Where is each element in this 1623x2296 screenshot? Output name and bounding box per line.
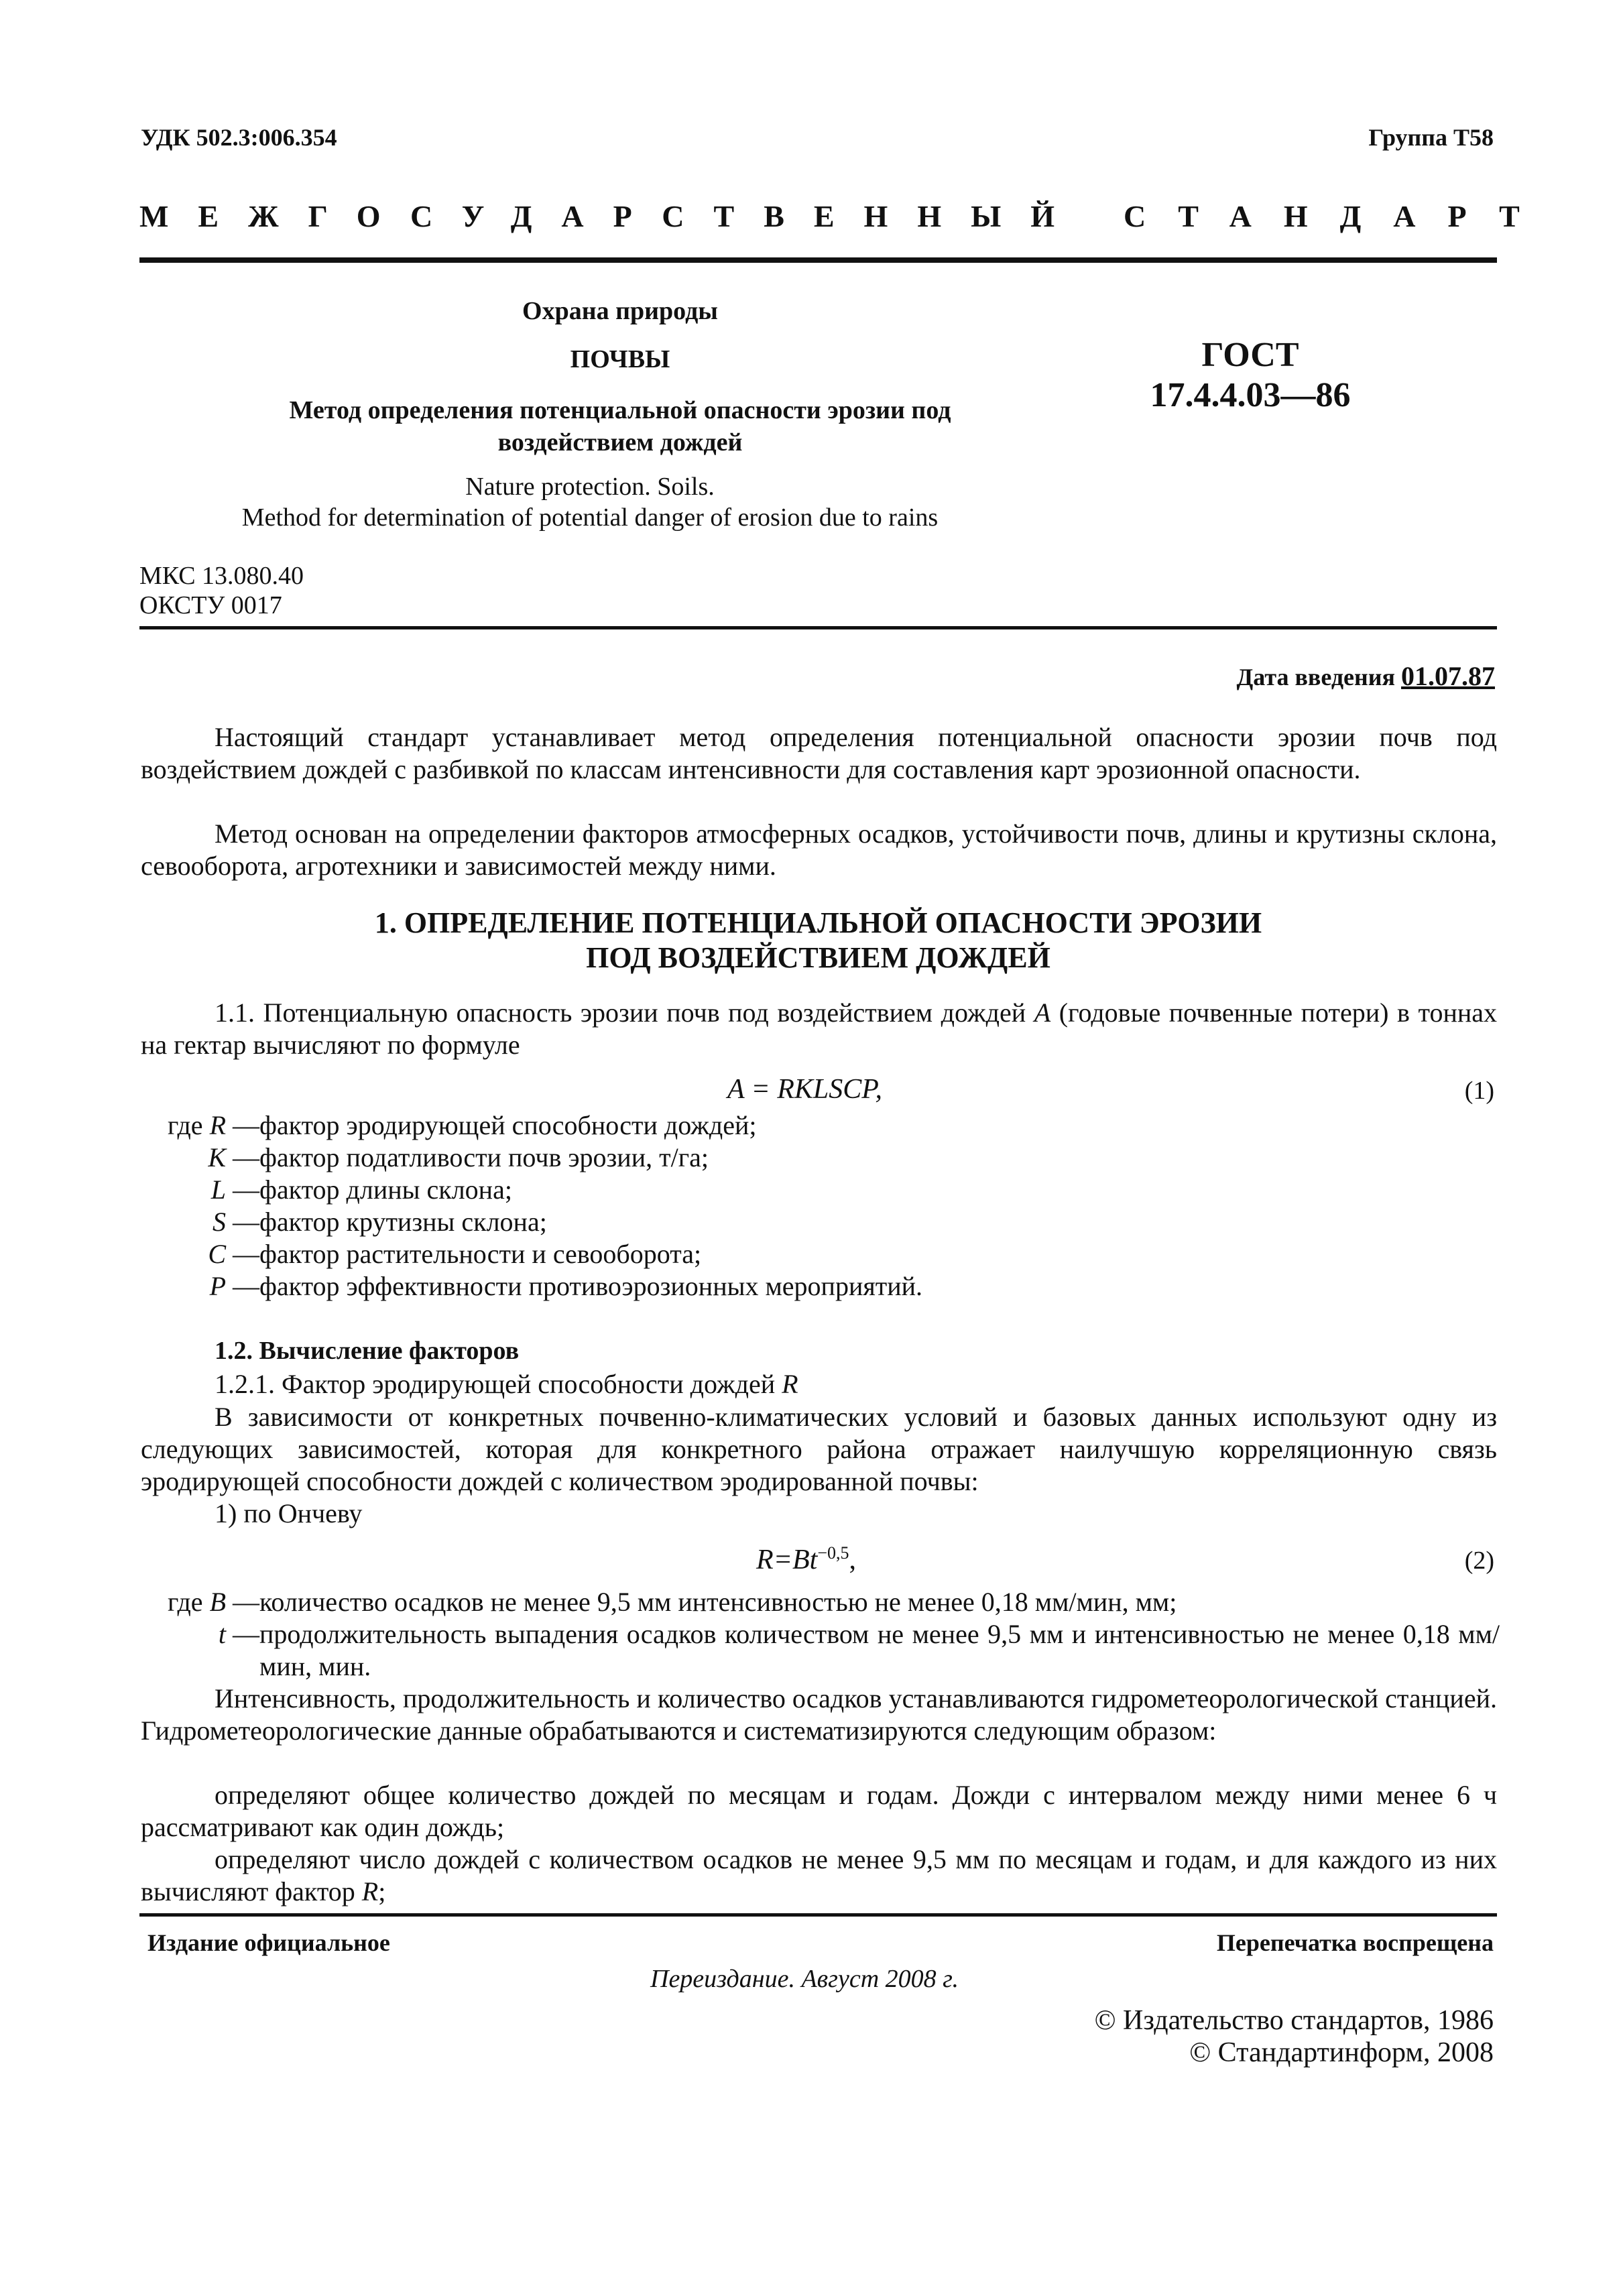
section-1-heading <box>139 906 1497 975</box>
reprint-prohibited: Перепечатка воспрещена <box>1216 1929 1494 1956</box>
copyright-standartinform: © Стандартинформ, 2008 <box>1189 2037 1494 2068</box>
interstate-banner-left: МЕЖГОСУДАРСТВЕННЫЙ <box>139 199 1085 233</box>
paragraph-1-1: 1.1. Потенциальную опасность эрозии почв под воздействием дождей A (годовые почвенные потери) в тоннах на гектар вычисляют по формуле <box>141 998 1498 1060</box>
subsection-1-2-heading: 1.2. Вычисление факторов <box>215 1337 520 1365</box>
definition-p: P — фактор эффективности противоэрозионных мероприятий. <box>209 1271 923 1301</box>
copyright-block <box>1095 2004 1494 2069</box>
gost-designation <box>1140 335 1361 416</box>
formula-1-definitions <box>125 1109 1500 1303</box>
definition-t: t — продолжительность выпадения осадков количеством не менее 9,5 мм и интенсивностью не менее 0,18 мм/мин, мин. <box>218 1619 1500 1681</box>
title-bottom-rule <box>139 626 1497 629</box>
method-item-1: 1) по Oнчеву <box>215 1498 363 1528</box>
section-1-heading-line2: ПОД ВОЗДЕЙСТВИЕМ ДОЖДЕЙ <box>586 941 1050 974</box>
introduction-date-label: Дата введения <box>1236 664 1395 690</box>
section-1-heading-line1: 1. ОПРЕДЕЛЕНИЕ ПОТЕНЦИАЛЬНОЙ ОПАСНОСТИ ЭРОЗИИ <box>374 906 1262 939</box>
reissue-note: Переиздание. Август 2008 г. <box>650 1965 959 1993</box>
formula-1-number: (1) <box>1464 1077 1494 1105</box>
gost-label: ГОСТ <box>1201 336 1299 374</box>
formula-2-definitions <box>125 1586 1500 1683</box>
udk-code: УДК 502.3:006.354 <box>141 124 337 151</box>
okstu-code: ОКСТУ 0017 <box>139 591 282 619</box>
formula-2: $R=Bt^{-0,5}$, <box>756 1543 856 1575</box>
group-code: Группа Т58 <box>1368 124 1494 151</box>
classification-codes <box>139 561 304 620</box>
introduction-date-value: 01.07.87 <box>1401 661 1495 691</box>
interstate-banner-right: СТАНДАРТ <box>1124 199 1552 233</box>
rain-count-paragraph: определяют общее количество дождей по месяцам и годам. Дожди с интервалом между ними менее 6 ч рассматривают как один дождь; <box>141 1780 1497 1842</box>
formula-2-number: (2) <box>1464 1547 1494 1575</box>
title-line-rains: воздействием дождей <box>497 428 743 457</box>
title-line-method: Метод определения потенциальной опасности эрозии под <box>289 396 951 424</box>
title-line-nature-protection: Охрана природы <box>522 297 718 325</box>
english-title <box>168 471 1012 533</box>
intro-paragraph-2: Метод основан на определении факторов атмосферных осадков, устойчивости почв, длины и крутизны склона, севооборота, агротехники и зависимостей между ними. <box>141 819 1497 881</box>
definition-s: S — фактор крутизны склона; <box>213 1207 547 1237</box>
intro-paragraph-1: Настоящий стандарт устанавливает метод определения потенциальной опасности эрозии почв под воздействием дождей с разбивкой по классам интенсивности для составления карт эрозионной опасности. <box>141 722 1497 784</box>
definition-b: где B — количество осадков не менее 9,5 мм интенсивностью не менее 0,18 мм/мин, мм; <box>168 1587 1177 1617</box>
introduction-date <box>1237 660 1496 692</box>
copyright-publisher: © Издательство стандартов, 1986 <box>1094 2005 1494 2036</box>
header-rule <box>139 257 1497 263</box>
definition-c: C — фактор растительности и севооборота; <box>208 1239 702 1269</box>
mks-code: МКС 13.080.40 <box>139 562 304 590</box>
english-title-line2: Method for determination of potential danger of erosion due to rains <box>241 503 939 532</box>
title-block <box>221 295 1019 459</box>
official-edition: Издание официальное <box>147 1929 390 1956</box>
rain-factor-paragraph: определяют число дождей с количеством осадков не менее 9,5 мм по месяцам и годам, и для каждого из них вычисляют фактор R; <box>141 1844 1497 1907</box>
definition-k: K — фактор податливости почв эрозии, т/га; <box>208 1142 709 1172</box>
gost-number: 17.4.4.03—86 <box>1150 376 1351 414</box>
english-title-line1: Nature protection. Soils. <box>465 473 715 501</box>
intensity-paragraph: Интенсивность, продолжительность и количество осадков устанавливаются гидрометеорологической станцией. Гидрометеорологические данные обрабатываются и систематизируются следующим образом: <box>141 1683 1497 1746</box>
subsection-1-2-1-heading: 1.2.1. Фактор эродирующей способности дождей R <box>215 1369 798 1399</box>
definition-r: где R — фактор эродирующей способности дождей; <box>168 1110 757 1140</box>
dependency-paragraph: В зависимости от конкретных почвенно-климатических условий и базовых данных используют одну из следующих зависимостей, которая для конкретного района отражает наилучшую корреляционную связь эродирующей способности дождей с количеством эродированной почвы: <box>141 1402 1497 1496</box>
definition-l: L — фактор длины склона; <box>211 1174 512 1205</box>
footer-rule <box>139 1913 1497 1917</box>
title-line-soils: ПОЧВЫ <box>570 345 670 373</box>
formula-1: A = RKLSCP, <box>727 1074 883 1105</box>
